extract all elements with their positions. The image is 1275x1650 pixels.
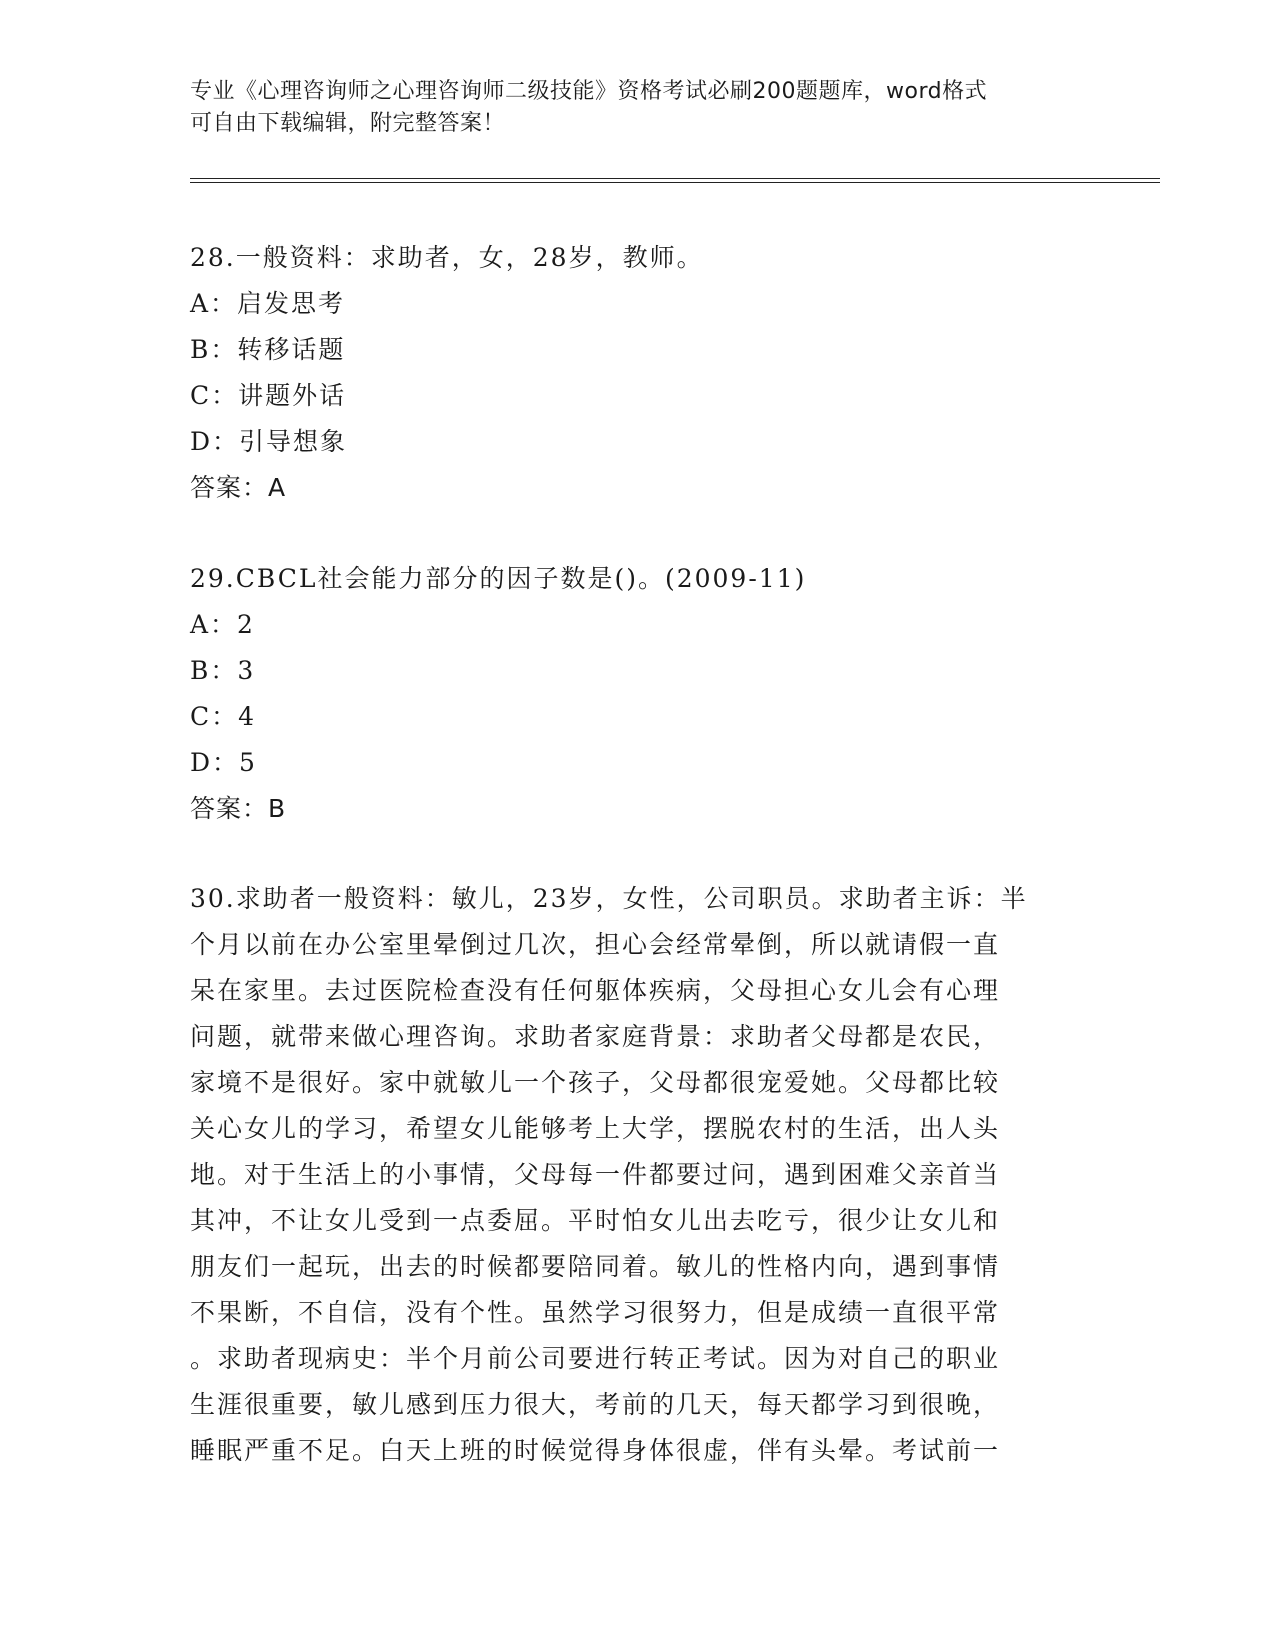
answer-line: 答案：B <box>190 794 287 823</box>
document-header <box>190 76 1090 140</box>
question-28 <box>190 235 1090 511</box>
question-text-line: 生涯很重要，敏儿感到压力很大，考前的几天，每天都学习到很晚， <box>190 1390 1001 1419</box>
question-text-line: 关心女儿的学习，希望女儿能够考上大学，摆脱农村的生活，出人头 <box>190 1114 1001 1143</box>
header-divider-bottom <box>190 182 1160 183</box>
question-text-line: 个月以前在办公室里晕倒过几次，担心会经常晕倒，所以就请假一直 <box>190 930 1001 959</box>
question-text-line: 朋友们一起玩，出去的时候都要陪同着。敏儿的性格内向，遇到事情 <box>190 1252 1001 1281</box>
question-text-line: 家境不是很好。家中就敏儿一个孩子，父母都很宠爱她。父母都比较 <box>190 1068 1001 1097</box>
question-text-line: 其冲，不让女儿受到一点委屈。平时怕女儿出去吃亏，很少让女儿和 <box>190 1206 1001 1235</box>
option-d: D：5 <box>190 748 257 777</box>
option-c: C：4 <box>190 702 257 731</box>
option-a: A：启发思考 <box>190 289 346 318</box>
header-line-2: 可自由下载编辑，附完整答案！ <box>190 111 506 136</box>
option-d: D：引导想象 <box>190 427 348 456</box>
question-text-line: 睡眠严重不足。白天上班的时候觉得身体很虚，伴有头晕。考试前一 <box>190 1436 1001 1465</box>
option-b: B：转移话题 <box>190 335 346 364</box>
question-title: 28.一般资料：求助者，女，28岁，教师。 <box>190 243 704 272</box>
question-text-line: 。求助者现病史：半个月前公司要进行转正考试。因为对自己的职业 <box>190 1344 1001 1373</box>
header-divider-top <box>190 178 1160 179</box>
question-title: 29.CBCL社会能力部分的因子数是()。(2009-11) <box>190 564 807 593</box>
question-text-line: 不果断，不自信，没有个性。虽然学习很努力，但是成绩一直很平常 <box>190 1298 1001 1327</box>
option-b: B：3 <box>190 656 256 685</box>
question-29 <box>190 556 1090 832</box>
question-text-line: 呆在家里。去过医院检查没有任何躯体疾病，父母担心女儿会有心理 <box>190 976 1001 1005</box>
option-a: A：2 <box>190 610 255 639</box>
question-text-line: 问题，就带来做心理咨询。求助者家庭背景：求助者父母都是农民， <box>190 1022 1001 1051</box>
question-30 <box>190 876 1090 1474</box>
question-text-line: 30.求助者一般资料：敏儿，23岁，女性，公司职员。求助者主诉：半 <box>190 884 1028 913</box>
option-c: C：讲题外话 <box>190 381 347 410</box>
answer-line: 答案：A <box>190 473 287 502</box>
question-text-line: 地。对于生活上的小事情，父母每一件都要过问，遇到困难父亲首当 <box>190 1160 1001 1189</box>
header-line-1: 专业《心理咨询师之心理咨询师二级技能》资格考试必刷200题题库，word格式 <box>190 79 988 104</box>
